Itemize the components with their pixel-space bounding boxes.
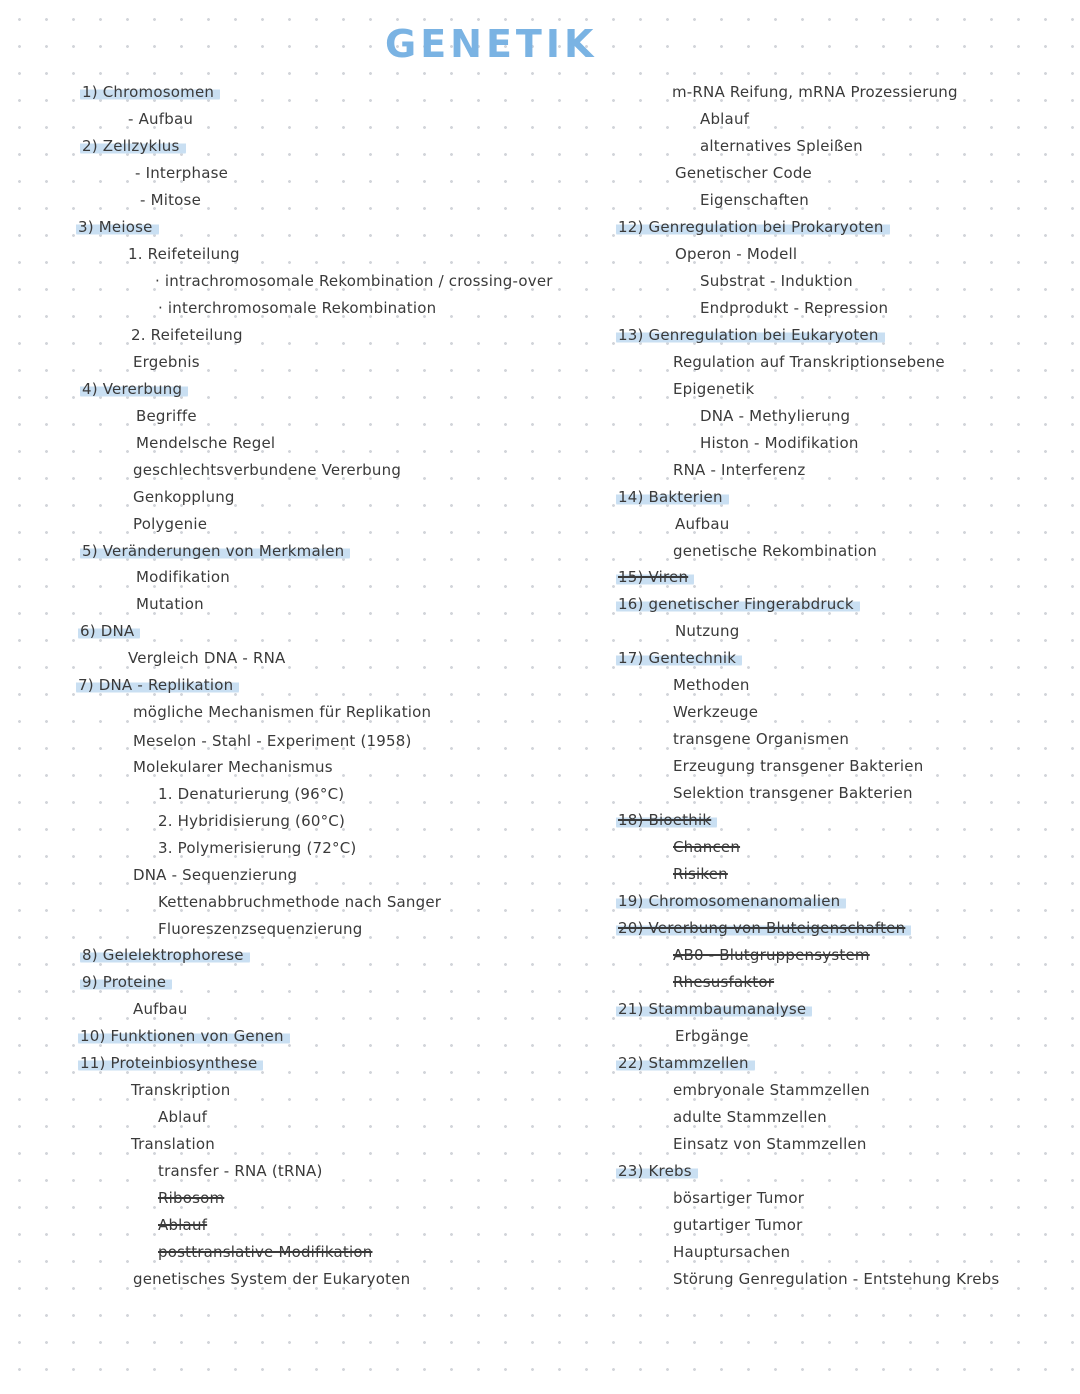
outline-item	[700, 110, 749, 128]
outline-item-text: Epigenetik	[673, 380, 755, 398]
outline-item-text: Nutzung	[675, 622, 740, 640]
section-heading	[80, 542, 350, 560]
outline-item	[133, 1000, 187, 1018]
outline-item-text: Ablauf	[700, 110, 750, 128]
outline-item-text: Risiken	[673, 865, 728, 883]
outline-item-text: Mendelsche Regel	[136, 434, 276, 452]
outline-item	[158, 1108, 207, 1126]
section-heading	[616, 1162, 698, 1180]
outline-item	[158, 893, 441, 911]
outline-item	[675, 245, 797, 263]
outline-item-text: Ablauf	[158, 1108, 208, 1126]
outline-item-text: Ribosom	[158, 1189, 225, 1207]
outline-item	[158, 1162, 323, 1180]
outline-item-text: 3. Polymerisierung (72°C)	[158, 839, 357, 857]
section-heading-text: 5) Veränderungen von Merkmalen	[80, 542, 350, 560]
outline-item	[700, 299, 888, 317]
outline-item-text: Aufbau	[133, 1000, 188, 1018]
outline-item	[158, 812, 345, 830]
outline-item	[133, 515, 207, 533]
outline-item	[675, 515, 729, 533]
section-heading-text: 1) Chromosomen	[80, 83, 220, 101]
section-heading-text: 20) Vererbung von Bluteigenschaften	[616, 919, 911, 937]
outline-item-text: posttranslative Modifikation	[158, 1243, 373, 1261]
outline-item-text: 1. Reifeteilung	[128, 245, 240, 263]
outline-item-text: Translation	[131, 1135, 215, 1153]
outline-item-text: genetisches System der Eukaryoten	[133, 1270, 411, 1288]
outline-item-text: Molekularer Mechanismus	[133, 758, 333, 776]
outline-item	[700, 272, 853, 290]
section-heading	[80, 946, 250, 964]
section-heading	[616, 1054, 755, 1072]
outline-item-text: transfer - RNA (tRNA)	[158, 1162, 323, 1180]
outline-item-text: Begriffe	[136, 407, 197, 425]
outline-item	[140, 191, 201, 209]
section-heading	[76, 218, 159, 236]
outline-item	[673, 1243, 790, 1261]
outline-item	[673, 1189, 804, 1207]
section-heading-text: 10) Funktionen von Genen	[78, 1027, 290, 1045]
outline-item	[673, 703, 758, 721]
section-heading	[616, 1000, 812, 1018]
section-heading-text: 8) Gelelektrophorese	[80, 946, 250, 964]
section-heading-text: 16) genetischer Fingerabdruck	[616, 595, 860, 613]
section-heading	[616, 568, 694, 586]
outline-item	[133, 703, 431, 721]
outline-item-text: Genetischer Code	[675, 164, 812, 182]
outline-item	[673, 676, 750, 694]
outline-item	[675, 622, 739, 640]
section-heading-text: 22) Stammzellen	[616, 1054, 755, 1072]
outline-item	[131, 326, 243, 344]
outline-item	[133, 488, 235, 506]
outline-item	[700, 434, 859, 452]
outline-item	[133, 732, 412, 750]
outline-item	[135, 164, 228, 182]
outline-item-text: Modifikation	[136, 568, 231, 586]
outline-item-text: Erbgänge	[675, 1027, 749, 1045]
outline-item	[158, 1189, 224, 1207]
outline-item-text: Aufbau	[675, 515, 730, 533]
section-heading-text: 19) Chromosomenanomalien	[616, 892, 846, 910]
outline-item-text: Eigenschaften	[700, 191, 809, 209]
outline-item	[128, 649, 286, 667]
outline-item	[128, 110, 193, 128]
outline-item-text: · intrachromosomale Rekombination / crossing-over	[155, 272, 553, 290]
outline-item-text: Operon - Modell	[675, 245, 798, 263]
outline-item	[700, 407, 850, 425]
outline-item	[675, 1027, 749, 1045]
outline-item-text: geschlechtsverbundene Vererbung	[133, 461, 402, 479]
section-heading-text: 18) Bioethik	[616, 811, 717, 829]
outline-item-text: Vergleich DNA - RNA	[128, 649, 286, 667]
outline-item-text: Werkzeuge	[673, 703, 759, 721]
outline-item-text: Endprodukt - Repression	[700, 299, 889, 317]
outline-item	[672, 83, 958, 101]
outline-item	[131, 1135, 215, 1153]
section-heading-text: 17) Gentechnik	[616, 649, 742, 667]
outline-item	[673, 946, 870, 964]
outline-item-text: Fluoreszenzsequenzierung	[158, 920, 363, 938]
outline-item	[673, 730, 849, 748]
section-heading	[616, 595, 860, 613]
outline-item	[136, 568, 230, 586]
outline-item-text: Rhesusfaktor	[673, 973, 775, 991]
outline-item-text: DNA - Methylierung	[700, 407, 851, 425]
section-heading	[78, 622, 140, 640]
section-heading	[78, 1027, 290, 1045]
outline-item	[673, 865, 728, 883]
outline-item-text: DNA - Sequenzierung	[133, 866, 298, 884]
outline-item	[673, 542, 877, 560]
outline-item-text: 1. Denaturierung (96°C)	[158, 785, 345, 803]
outline-item-text: m-RNA Reifung, mRNA Prozessierung	[672, 83, 958, 101]
outline-item-text: Mutation	[136, 595, 204, 613]
outline-item	[136, 407, 197, 425]
outline-item-text: Chancen	[673, 838, 741, 856]
section-heading-text: 4) Vererbung	[80, 380, 188, 398]
outline-item-text: Ablauf	[158, 1216, 208, 1234]
outline-item	[673, 461, 805, 479]
outline-item-text: Kettenabbruchmethode nach Sanger	[158, 893, 442, 911]
outline-item-text: Regulation auf Transkriptionsebene	[673, 353, 945, 371]
section-heading	[80, 380, 188, 398]
outline-item-text: Störung Genregulation - Entstehung Krebs	[673, 1270, 1000, 1288]
section-heading-text: 15) Viren	[616, 568, 694, 586]
outline-item-text: Polygenie	[133, 515, 208, 533]
outline-item	[133, 758, 333, 776]
section-heading-text: 7) DNA - Replikation	[76, 676, 239, 694]
outline-item-text: adulte Stammzellen	[673, 1108, 827, 1126]
section-heading-text: 9) Proteine	[80, 973, 172, 991]
outline-item	[673, 1270, 999, 1288]
outline-item-text: bösartiger Tumor	[673, 1189, 805, 1207]
section-heading-text: 23) Krebs	[616, 1162, 698, 1180]
outline-item-text: mögliche Mechanismen für Replikation	[133, 703, 432, 721]
section-heading	[616, 218, 890, 236]
section-heading	[616, 326, 885, 344]
outline-item	[673, 784, 913, 802]
outline-item	[133, 1270, 410, 1288]
outline-item-text: - Interphase	[135, 164, 229, 182]
outline-item-text: - Mitose	[140, 191, 201, 209]
section-heading-text: 2) Zellzyklus	[80, 137, 186, 155]
outline-item-text: Genkopplung	[133, 488, 235, 506]
page-title: GENETIK	[385, 22, 598, 66]
outline-item	[131, 1081, 231, 1099]
section-heading-text: 21) Stammbaumanalyse	[616, 1000, 812, 1018]
outline-item	[133, 461, 401, 479]
outline-item-text: 2. Hybridisierung (60°C)	[158, 812, 346, 830]
outline-item-text: Transkription	[131, 1081, 231, 1099]
outline-item	[673, 973, 774, 991]
outline-item	[673, 1081, 870, 1099]
outline-item	[128, 245, 240, 263]
outline-item	[675, 164, 812, 182]
outline-item	[673, 353, 945, 371]
outline-item	[158, 1216, 207, 1234]
section-heading-text: 3) Meiose	[76, 218, 159, 236]
section-heading	[80, 137, 186, 155]
outline-item	[158, 785, 344, 803]
outline-item-text: Hauptursachen	[673, 1243, 791, 1261]
outline-item-text: Einsatz von Stammzellen	[673, 1135, 867, 1153]
outline-item	[158, 839, 356, 857]
outline-item-text: Methoden	[673, 676, 750, 694]
section-heading	[616, 649, 742, 667]
outline-item-text: - Aufbau	[128, 110, 194, 128]
section-heading-text: 6) DNA	[78, 622, 140, 640]
outline-item	[673, 1216, 803, 1234]
outline-item	[133, 866, 297, 884]
outline-item	[700, 137, 863, 155]
outline-item	[673, 380, 754, 398]
section-heading	[80, 973, 172, 991]
outline-item-text: alternatives Spleißen	[700, 137, 863, 155]
outline-item-text: AB0 - Blutgruppensystem	[673, 946, 870, 964]
outline-item-text: Erzeugung transgener Bakterien	[673, 757, 924, 775]
section-heading	[616, 892, 846, 910]
outline-item	[673, 1108, 827, 1126]
outline-item-text: Ergebnis	[133, 353, 200, 371]
section-heading-text: 13) Genregulation bei Eukaryoten	[616, 326, 885, 344]
section-heading-text: 11) Proteinbiosynthese	[78, 1054, 263, 1072]
outline-item-text: 2. Reifeteilung	[131, 326, 243, 344]
outline-item	[673, 838, 740, 856]
section-heading	[616, 488, 729, 506]
outline-item	[158, 920, 362, 938]
outline-item	[158, 299, 436, 317]
section-heading-text: 14) Bakterien	[616, 488, 729, 506]
outline-item-text: Substrat - Induktion	[700, 272, 853, 290]
outline-item-text: genetische Rekombination	[673, 542, 877, 560]
section-heading	[78, 1054, 263, 1072]
outline-item	[673, 757, 923, 775]
section-heading	[80, 83, 220, 101]
section-heading	[616, 919, 911, 937]
outline-item-text: gutartiger Tumor	[673, 1216, 803, 1234]
outline-item	[136, 595, 204, 613]
section-heading-text: 12) Genregulation bei Prokaryoten	[616, 218, 890, 236]
outline-item	[673, 1135, 867, 1153]
outline-item	[133, 353, 200, 371]
section-heading	[76, 676, 239, 694]
outline-item	[158, 1243, 372, 1261]
outline-item	[700, 191, 809, 209]
outline-item-text: embryonale Stammzellen	[673, 1081, 870, 1099]
outline-item	[155, 272, 553, 290]
section-heading	[616, 811, 717, 829]
outline-item	[136, 434, 275, 452]
outline-item-text: RNA - Interferenz	[673, 461, 806, 479]
outline-item-text: · interchromosomale Rekombination	[158, 299, 437, 317]
outline-item-text: Selektion transgener Bakterien	[673, 784, 913, 802]
outline-item-text: transgene Organismen	[673, 730, 850, 748]
outline-item-text: Histon - Modifikation	[700, 434, 859, 452]
outline-item-text: Meselon - Stahl - Experiment (1958)	[133, 732, 412, 750]
